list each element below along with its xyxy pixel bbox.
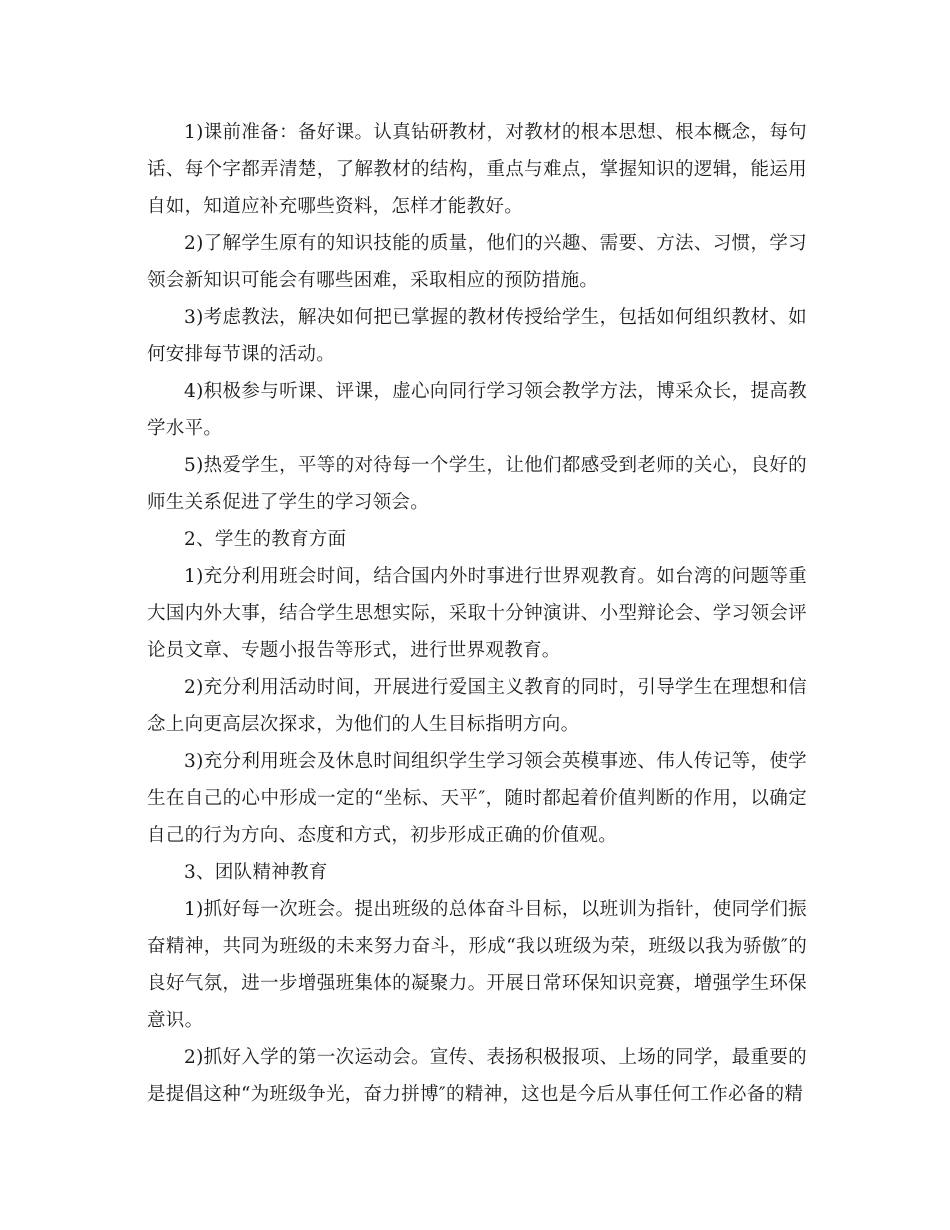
paragraph-worldview-education: 1)充分利用班会时间，结合国内外时事进行世界观教育。如台湾的问题等重大国内外大事，结合学生思想实际，采取十分钟演讲、小型辩论会、学习领会评论员文章、专题小报告等形式，进行世界观教育。 [147, 566, 807, 661]
paragraph-values-education: 3)充分利用班会及休息时间组织学生学习领会英模事迹、伟人传记等，使学生在自己的心中形成一定的“坐标、天平″，随时都起着价值判断的作用，以确定自己的行为方向、态度和方式，初步形成正确的价值观。 [147, 751, 807, 846]
paragraph-love-students: 5)热爱学生，平等的对待每一个学生，让他们都感受到老师的关心，良好的师生关系促进了学生的学习领会。 [147, 455, 807, 513]
paragraph-patriotic-education: 2)充分利用活动时间，开展进行爱国主义教育的同时，引导学生在理想和信念上向更高层次探求，为他们的人生目标指明方向。 [147, 677, 807, 735]
paragraph-lesson-observation: 4)积极参与听课、评课，虚心向同行学习领会教学方法，博采众长，提高教学水平。 [147, 381, 807, 439]
paragraph-lesson-preparation: 1)课前准备：备好课。认真钻研教材，对教材的根本思想、根本概念，每句话、每个字都弄清楚，了解教材的结构，重点与难点，掌握知识的逻辑，能运用自如，知道应补充哪些资料，怎样才能教好。 [147, 122, 807, 217]
document-body [147, 114, 807, 1113]
paragraph-sports-meeting: 2)抓好入学的第一次运动会。宣传、表扬积极报项、上场的同学，最重要的是提倡这种“为班级争光，奋力拼博″的精神，这也是今后从事任何工作必备的精 [147, 1047, 807, 1105]
section-heading-team-spirit: 3、团队精神教育 [184, 862, 328, 883]
paragraph-teaching-methods: 3)考虑教法，解决如何把已掌握的教材传授给学生，包括如何组织教材、如何安排每节课的活动。 [147, 307, 807, 365]
section-heading-student-education: 2、学生的教育方面 [184, 529, 347, 550]
paragraph-class-meetings: 1)抓好每一次班会。提出班级的总体奋斗目标，以班训为指针，使同学们振奋精神，共同为班级的未来努力奋斗，形成“我以班级为荣，班级以我为骄傲″的良好气氛，进一步增强班集体的凝聚力。开展日常环保知识竞赛，增强学生环保意识。 [147, 899, 807, 1031]
paragraph-understand-students: 2)了解学生原有的知识技能的质量，他们的兴趣、需要、方法、习惯，学习领会新知识可能会有哪些困难，采取相应的预防措施。 [147, 233, 807, 291]
